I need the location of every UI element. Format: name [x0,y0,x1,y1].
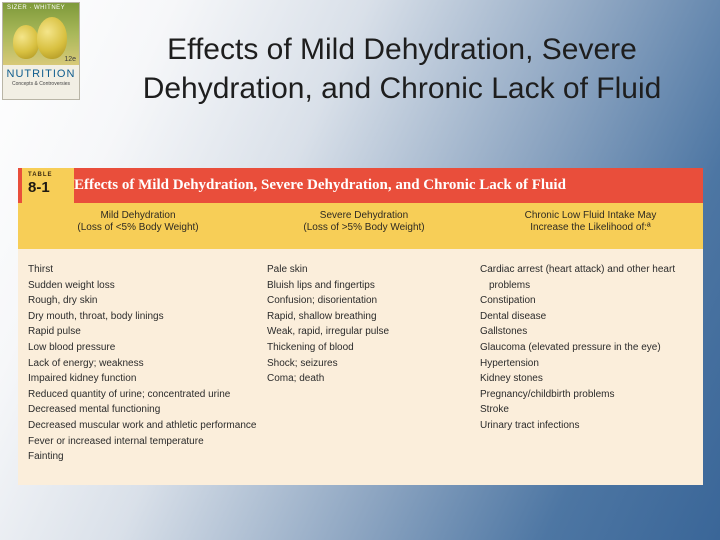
list-item: Reduced quantity of urine; concentrated urine [28,388,231,400]
column-mild-dehydration [28,262,258,465]
column-header-mild [58,210,218,234]
list-item: Rapid, shallow breathing [267,310,377,322]
list-item: Dental disease [480,310,547,322]
list-item: Confusion; disorientation [267,295,378,307]
list-item: Impaired kidney function [28,373,137,385]
column-header-title: Mild Dehydration [100,210,176,221]
column-header-title: Severe Dehydration [319,210,409,221]
table-label-word: TABLE [28,172,53,178]
table-title: Effects of Mild Dehydration, Severe Dehydration, and Chronic Lack of Fluid [74,177,566,193]
list-item: Pale skin [267,264,308,275]
slide-title: Effects of Mild Dehydration, Severe Dehydration, and Chronic Lack of Fluid [142,33,662,105]
list-item: Pregnancy/childbirth problems [480,388,615,400]
list-item: Weak, rapid, irregular pulse [267,326,390,338]
table-number-tab [22,168,74,203]
column-header-chronic [498,210,683,234]
list-item: Bluish lips and fingertips [267,279,375,291]
list-item: Rough, dry skin [28,295,98,307]
list-item: Fever or increased internal temperature [28,435,204,447]
table-column-header-row [18,203,703,249]
list-item: Thirst [28,264,53,275]
column-header-severe [284,210,444,234]
column-severe-dehydration [267,262,467,387]
list-item: Decreased mental functioning [28,404,161,416]
list-item: Glaucoma (elevated pressure in the eye) [480,341,661,353]
list-item: Gallstones [480,326,528,338]
list-item: Stroke [480,404,509,416]
list-item: Dry mouth, throat, body linings [28,310,164,322]
pear-illustration-right [37,17,67,59]
table-title-bar [18,168,703,203]
book-subtitle: Concepts & Controversies [11,81,71,87]
list-item: Fainting [28,451,64,463]
list-item: Urinary tract infections [480,419,580,431]
list-item: Shock; seizures [267,357,338,369]
book-authors: SIZER · WHITNEY [7,5,66,11]
list-item: Constipation [480,295,536,307]
book-cover-artwork [3,3,79,65]
column-header-subtitle: Increase the Likelihood of:ª [530,222,651,233]
pear-illustration-left [13,25,39,59]
list-item: Hypertension [480,357,539,369]
list-item: Thickening of blood [267,341,354,353]
column-header-subtitle: (Loss of <5% Body Weight) [77,222,199,233]
table-image [18,168,703,485]
table-number: 8-1 [28,179,50,196]
list-item: Sudden weight loss [28,279,115,291]
list-item: Cardiac arrest (heart attack) and other heart problems [480,264,676,291]
column-header-title: Chronic Low Fluid Intake May [524,210,657,221]
list-item: Coma; death [267,373,325,385]
list-item: Lack of energy; weakness [28,357,144,369]
list-item: Rapid pulse [28,326,81,338]
list-item: Decreased muscular work and athletic performance [28,419,257,431]
book-title-word: NUTRITION [6,68,76,80]
list-item: Low blood pressure [28,341,116,353]
book-edition: 12e [64,56,76,63]
book-cover-thumbnail [2,2,80,100]
column-chronic-low-fluid [480,262,692,434]
list-item: Kidney stones [480,373,543,385]
column-header-subtitle: (Loss of >5% Body Weight) [303,222,425,233]
